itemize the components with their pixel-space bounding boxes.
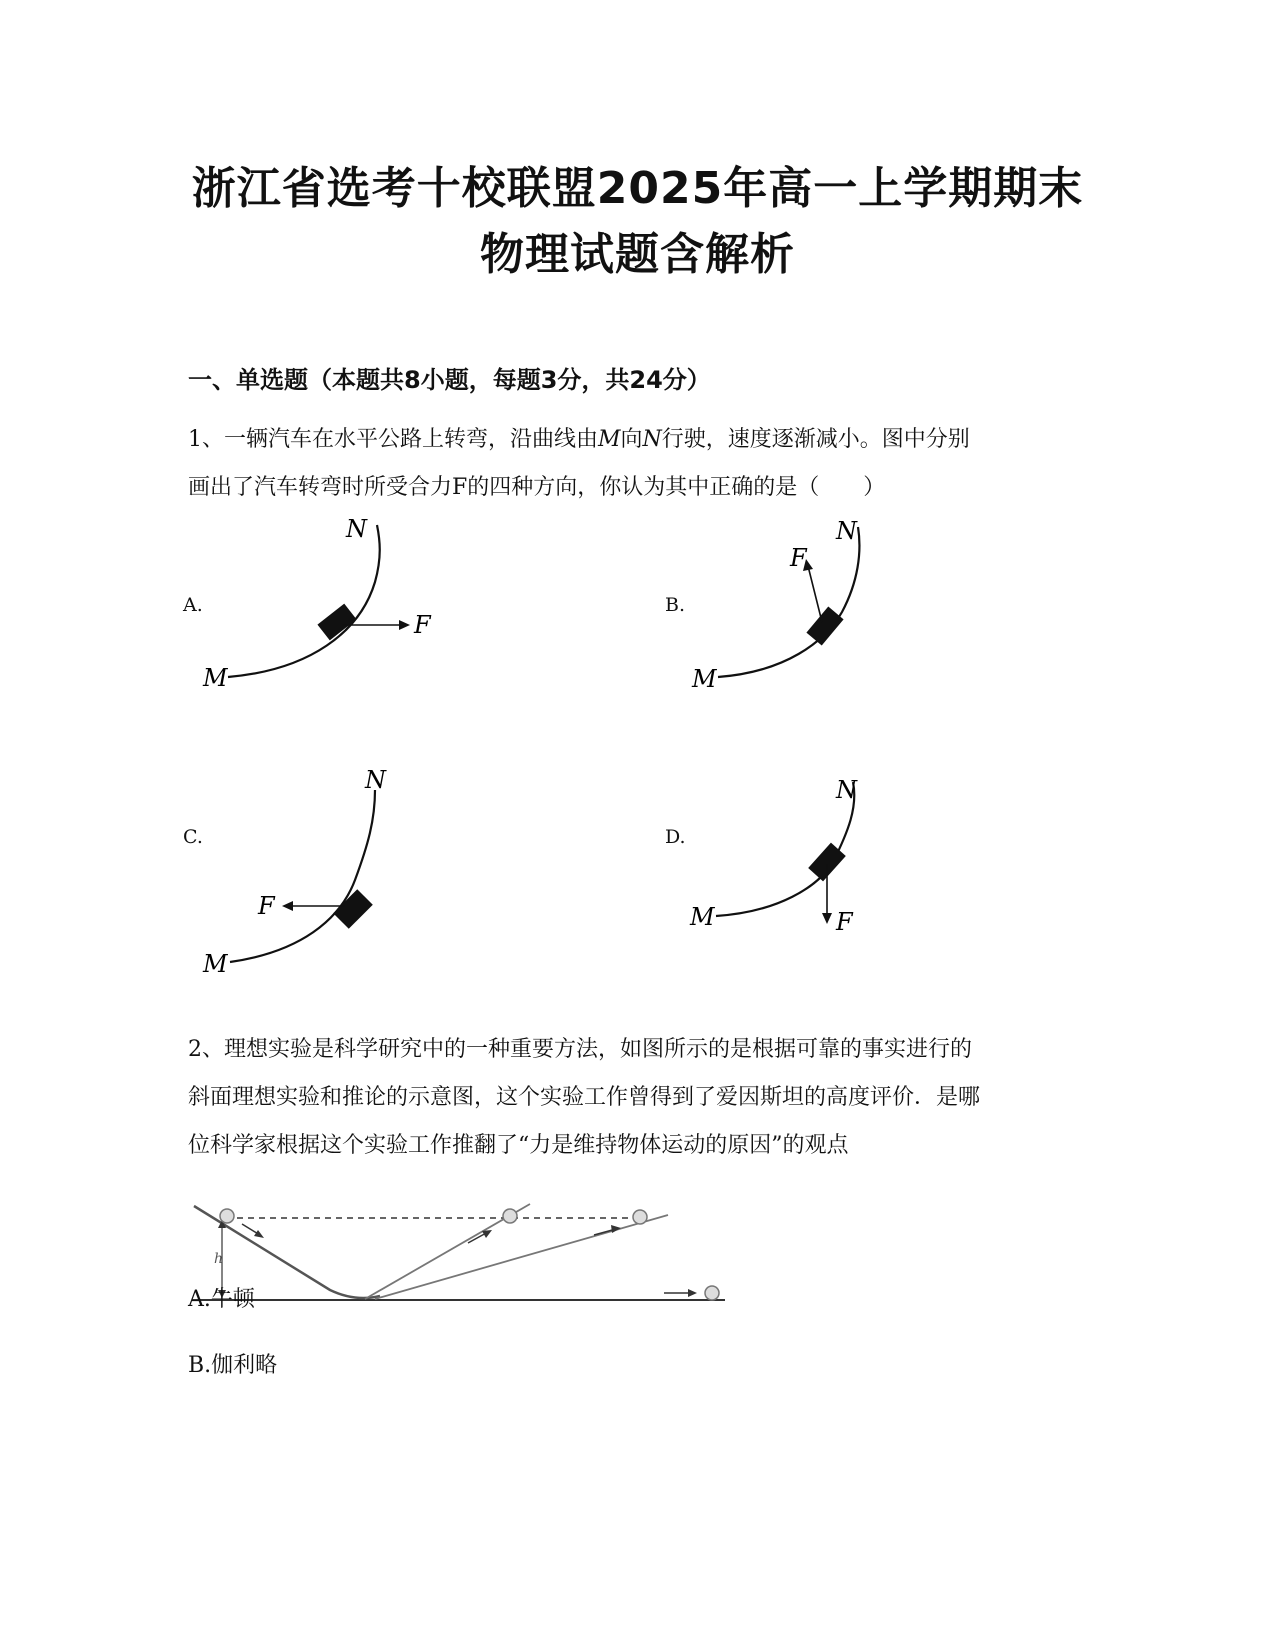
label-n: N xyxy=(346,515,367,543)
option-c-figure xyxy=(200,770,460,990)
option-a-figure xyxy=(200,512,460,702)
option-c-label: C. xyxy=(183,826,203,848)
q1-seg3: 行驶，速度逐渐减小。图中分别 xyxy=(661,427,970,452)
q1-m: M xyxy=(598,427,621,452)
car-block xyxy=(317,604,356,641)
curve-path xyxy=(228,525,380,677)
label-f: F xyxy=(836,908,853,936)
label-m: M xyxy=(692,665,717,693)
doc-title-line2: 物理试题含解析 xyxy=(480,229,795,280)
curve-path xyxy=(230,790,375,962)
label-m: M xyxy=(690,903,715,931)
car-block xyxy=(806,607,843,646)
q1-seg2: 向 xyxy=(620,427,643,452)
force-arrow xyxy=(808,566,822,622)
question-1-line2: 画出了汽车转弯时所受合力F的四种方向，你认为其中正确的是（ ） xyxy=(188,475,886,500)
question-2-line2: 斜面理想实验和推论的示意图，这个实验工作曾得到了爱因斯坦的高度评价．是哪 xyxy=(188,1085,981,1110)
incline-experiment-figure xyxy=(190,1198,760,1308)
force-arrowhead xyxy=(822,913,832,924)
motion-arrowhead-down xyxy=(254,1230,264,1238)
label-n: N xyxy=(836,776,857,804)
label-n: N xyxy=(836,517,857,545)
label-n: N xyxy=(365,770,386,794)
ball-shallow xyxy=(633,1210,647,1224)
section-heading: 一、单选题（本题共8小题，每题3分，共24分） xyxy=(188,366,711,394)
question-2-text xyxy=(188,1026,1088,1170)
label-f: F xyxy=(258,892,275,920)
ball-ground xyxy=(705,1286,719,1300)
curve-path xyxy=(718,527,859,677)
option-d-label: D. xyxy=(665,826,686,848)
car-block xyxy=(333,889,373,929)
answer-option-a: A.牛顿 xyxy=(188,1287,255,1312)
q1-seg1: 1、一辆汽车在水平公路上转弯，沿曲线由 xyxy=(188,427,598,452)
label-f: F xyxy=(790,544,807,572)
ball-steep xyxy=(503,1209,517,1223)
height-label: h xyxy=(214,1251,224,1267)
force-arrowhead xyxy=(399,620,410,630)
shallow-right-incline xyxy=(375,1215,668,1299)
question-1-line1 xyxy=(188,416,1088,464)
question-2-line1: 2、理想实验是科学研究中的一种重要方法，如图所示的是根据可靠的事实进行的 xyxy=(188,1037,972,1062)
doc-title-line1: 浙江省选考十校联盟2025年高一上学期期末 xyxy=(191,163,1084,214)
q1-n: N xyxy=(642,427,662,452)
force-arrowhead xyxy=(282,901,293,911)
motion-arrowhead-ground xyxy=(688,1289,697,1297)
question-2-line3: 位科学家根据这个实验工作推翻了“力是维持物体运动的原因”的观点 xyxy=(188,1133,849,1158)
answer-option-b: B.伽利略 xyxy=(188,1353,278,1378)
label-m: M xyxy=(203,950,228,978)
label-f: F xyxy=(414,611,431,639)
option-b-figure xyxy=(690,512,950,702)
label-m: M xyxy=(203,664,228,692)
option-d-figure xyxy=(688,772,948,992)
ball-start xyxy=(220,1209,234,1223)
question-1-text xyxy=(188,416,1088,512)
option-b-label: B. xyxy=(665,594,686,616)
option-a-label: A. xyxy=(183,594,203,616)
